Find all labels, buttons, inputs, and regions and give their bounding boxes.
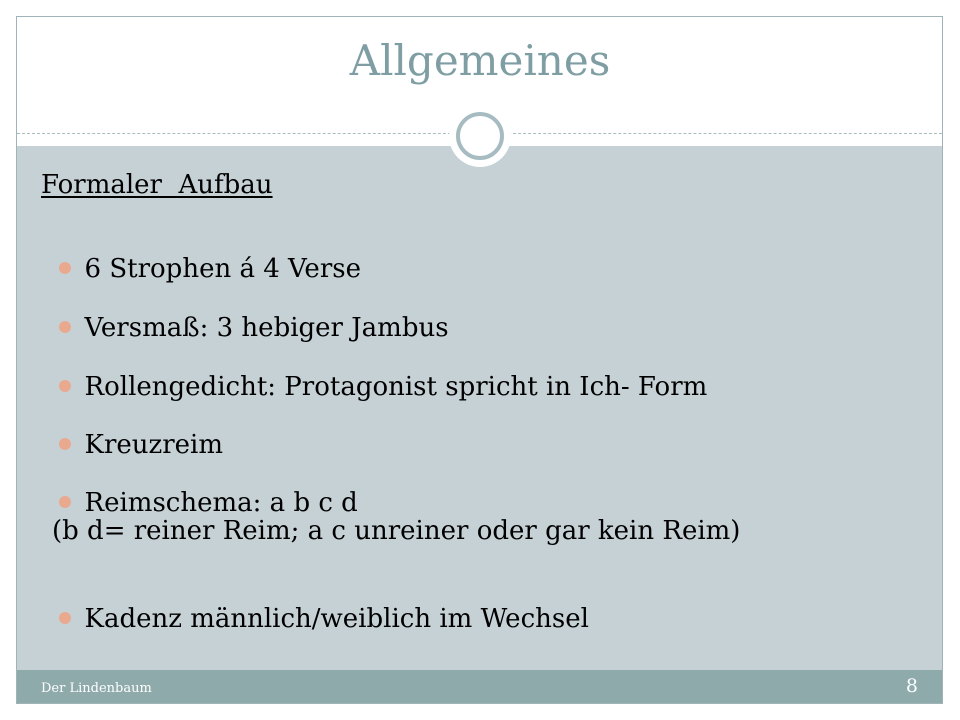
bullet-icon <box>59 496 71 508</box>
footer-title: Der Lindenbaum <box>41 681 152 696</box>
list-item-text: Kreuzreim <box>84 430 223 460</box>
slide-title: Allgemeines <box>349 36 611 85</box>
list-item <box>42 224 361 284</box>
bullet-icon <box>59 262 71 274</box>
list-item <box>42 458 358 518</box>
list-item <box>42 283 449 343</box>
page-number: 8 <box>905 675 918 697</box>
list-item <box>42 342 707 402</box>
footer-bar <box>17 670 942 703</box>
section-heading: Formaler Aufbau <box>41 170 273 200</box>
list-item-text: Rollengedicht: Protagonist spricht in Ich- Form <box>84 372 708 402</box>
bullet-icon <box>59 612 71 624</box>
rhyme-note: (b d= reiner Reim; a c unreiner oder gar kein Reim) <box>52 516 741 546</box>
bullet-icon <box>59 321 71 333</box>
bullet-icon <box>59 380 71 392</box>
list-item-text: Versmaß: 3 hebiger Jambus <box>84 313 449 343</box>
list-item <box>42 400 223 460</box>
list-item-text: 6 Strophen á 4 Verse <box>84 254 361 284</box>
list-item-text: Reimschema: a b c d <box>84 488 358 518</box>
list-item-text: Kadenz männlich/weiblich im Wechsel <box>84 604 589 634</box>
list-item <box>42 574 589 634</box>
ring-icon <box>456 112 504 160</box>
bullet-icon <box>59 438 71 450</box>
